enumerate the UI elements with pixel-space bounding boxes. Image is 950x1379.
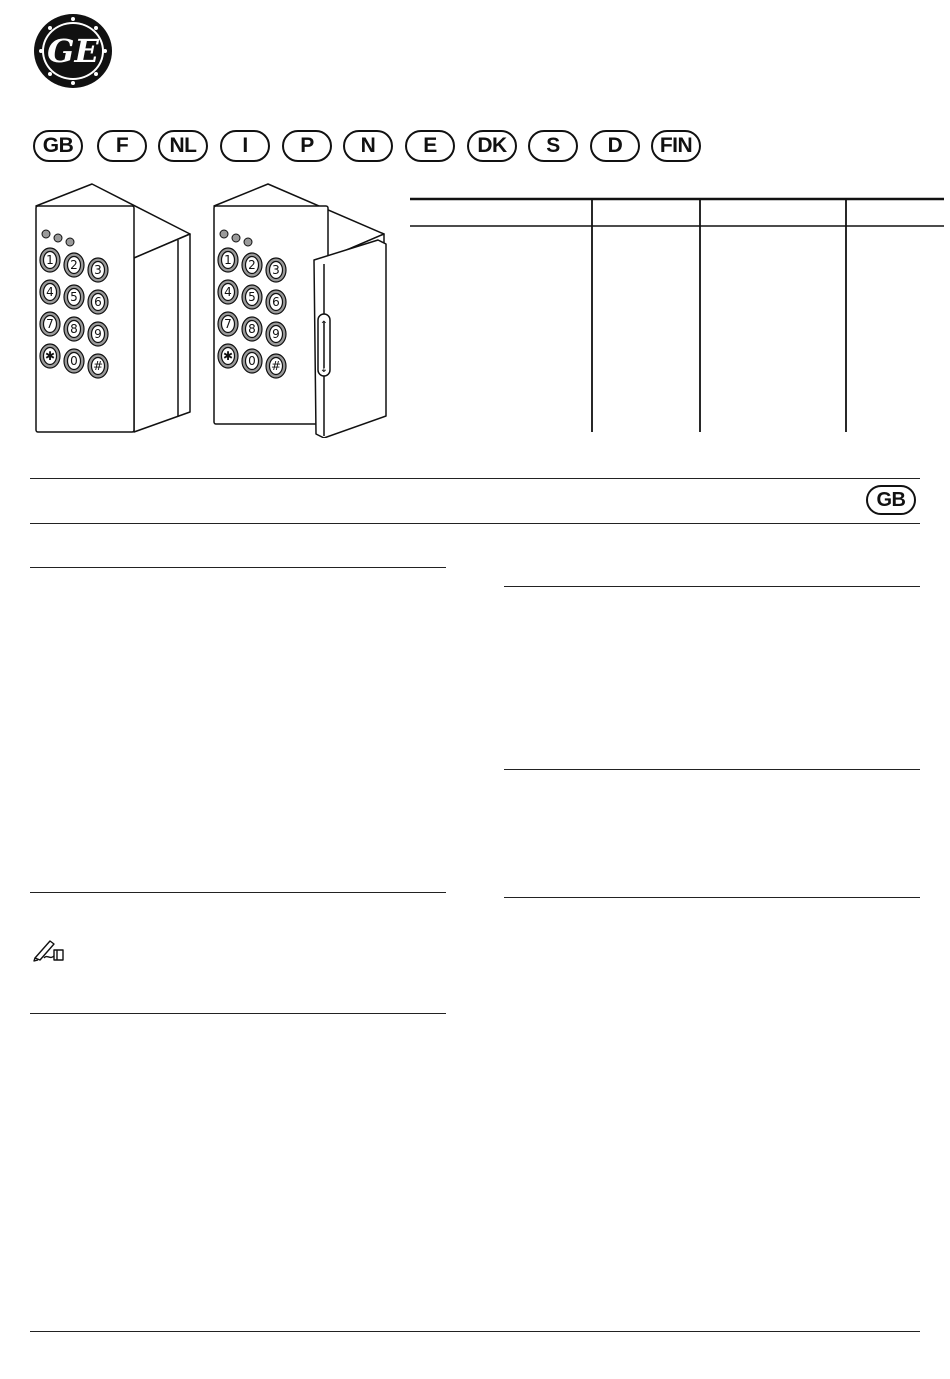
keypad-key-label: 0 xyxy=(70,354,78,368)
keypad-key-label: 7 xyxy=(224,317,232,331)
section-bottom-rule xyxy=(30,523,920,524)
lang-option-p[interactable]: P xyxy=(282,130,332,162)
reader-arrow-up: ↑ xyxy=(319,320,329,331)
keypad-key-label: 8 xyxy=(70,322,78,336)
ge-monogram-text: GE xyxy=(47,32,99,70)
lang-option-d[interactable]: D xyxy=(590,130,640,162)
left-column-rule-1 xyxy=(30,567,446,568)
keypad-key-label: 3 xyxy=(94,263,102,277)
footer-rule xyxy=(30,1331,920,1332)
model-table xyxy=(410,196,944,434)
keypad-key-label: 8 xyxy=(248,322,256,336)
left-column-rule-2 xyxy=(30,892,446,893)
keypad-key-label: 4 xyxy=(46,285,54,299)
keypad-key-label: 7 xyxy=(46,317,54,331)
keypad-key-label: 9 xyxy=(272,327,280,341)
right-column-rule-1 xyxy=(504,586,920,587)
keypad-key-label: 1 xyxy=(46,253,54,267)
keypad-with-reader-device xyxy=(214,184,386,438)
keypad-key-label: 1 xyxy=(224,253,232,267)
keypad-key-label: ✱ xyxy=(44,349,56,363)
keypad-key-label: 4 xyxy=(224,285,232,299)
keypad-key-label: 2 xyxy=(70,258,78,272)
lang-option-e[interactable]: E xyxy=(405,130,455,162)
keypad-device xyxy=(36,184,190,432)
lang-option-s[interactable]: S xyxy=(528,130,578,162)
keypad-key-label: # xyxy=(92,359,104,373)
section-top-rule xyxy=(30,478,920,479)
left-column-rule-3 xyxy=(30,1013,446,1014)
keypad-key-label: # xyxy=(270,359,282,373)
keypad-key-label: 9 xyxy=(94,327,102,341)
keypad-key-label: 6 xyxy=(272,295,280,309)
section-language-badge: GB xyxy=(866,485,916,515)
lang-option-nl[interactable]: NL xyxy=(158,130,208,162)
lang-option-f[interactable]: F xyxy=(97,130,147,162)
lang-option-fin[interactable]: FIN xyxy=(651,130,701,162)
ge-logo xyxy=(32,12,114,90)
reader-arrow-down: ↓ xyxy=(319,364,329,375)
keypad-key-label: 6 xyxy=(94,295,102,309)
keypad-key-label: 5 xyxy=(70,290,78,304)
lang-option-dk[interactable]: DK xyxy=(467,130,517,162)
lang-option-i[interactable]: I xyxy=(220,130,270,162)
keypad-key-label: 2 xyxy=(248,258,256,272)
lang-option-n[interactable]: N xyxy=(343,130,393,162)
right-column-rule-3 xyxy=(504,897,920,898)
keypad-key-label: ✱ xyxy=(222,349,234,363)
keypad-key-label: 3 xyxy=(272,263,280,277)
keypad-key-label: 5 xyxy=(248,290,256,304)
right-column-rule-2 xyxy=(504,769,920,770)
product-illustration xyxy=(28,182,398,438)
keypad-key-label: 0 xyxy=(248,354,256,368)
note-pencil-icon xyxy=(32,936,66,962)
lang-option-gb[interactable]: GB xyxy=(33,130,83,162)
